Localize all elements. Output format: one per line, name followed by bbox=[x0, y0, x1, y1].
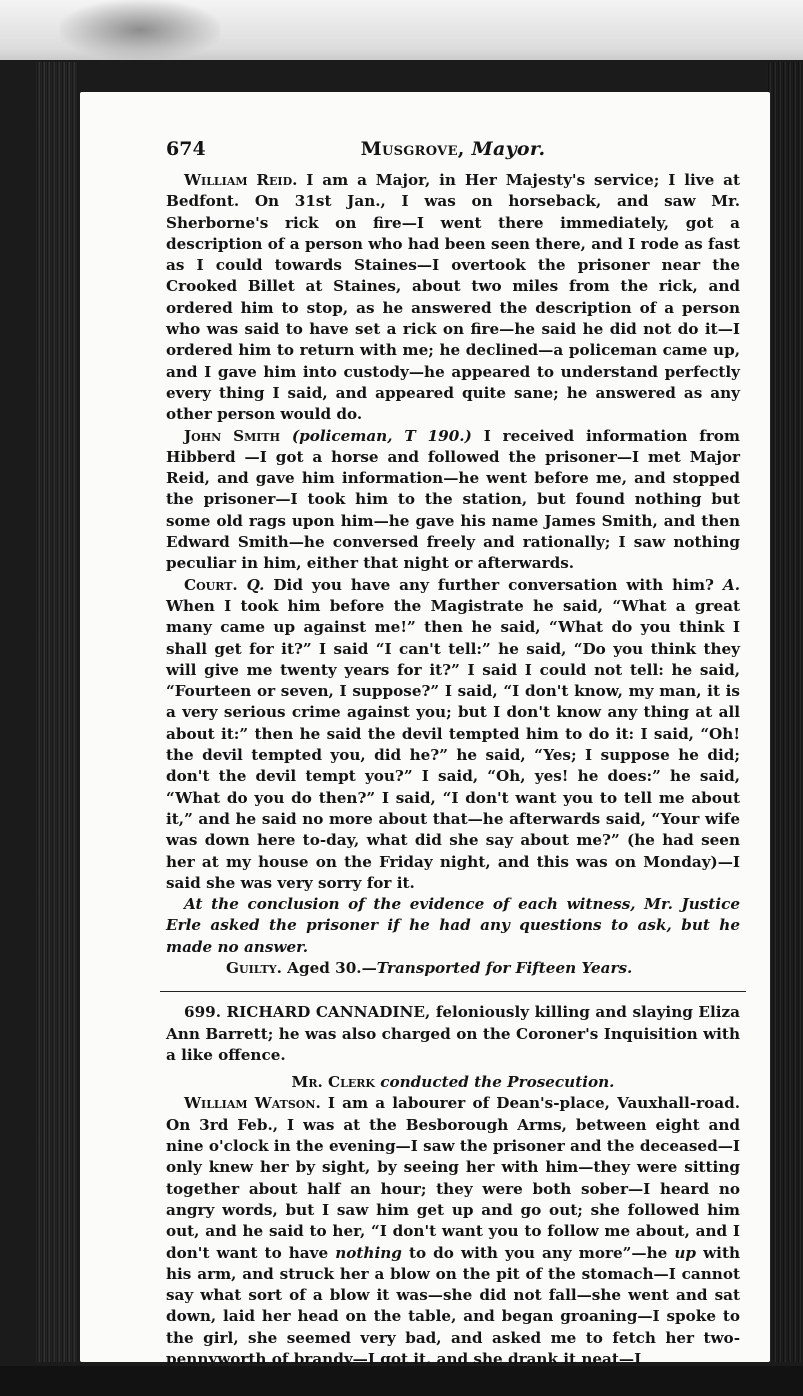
verdict bbox=[166, 958, 740, 979]
verdict-sentence: Transported for Fifteen Years. bbox=[376, 958, 633, 977]
testimony-text-2: to do with you any more”—he bbox=[408, 1243, 668, 1262]
speaker-name: William Reid. bbox=[184, 171, 298, 189]
running-head-name: Musgrove, bbox=[360, 138, 465, 160]
book-bottom-edge bbox=[0, 1366, 803, 1396]
speaker-name: John Smith bbox=[184, 426, 280, 445]
speaker-name: William Watson. bbox=[184, 1094, 321, 1113]
prosecutor-name: Mr. Clerk bbox=[291, 1073, 375, 1092]
testimony-john-smith bbox=[166, 426, 740, 575]
question-text: Did you have any further conversation with him? bbox=[273, 575, 714, 594]
defendant-name: RICHARD CANNADINE, bbox=[226, 1003, 431, 1022]
case-divider bbox=[160, 991, 746, 992]
running-head-title: Mayor. bbox=[471, 138, 546, 160]
running-head bbox=[166, 138, 740, 160]
judge-note bbox=[166, 894, 740, 958]
case-charge bbox=[166, 1002, 740, 1066]
scan-finger-blur bbox=[60, 0, 220, 60]
case-699-heading bbox=[166, 1002, 740, 1093]
answer-text: When I took him before the Magistrate he said, “What a great many came up against me!” then he said, “What do you think I shall get for it?” I said “I can't tell:” he said, “Do you think they will give me twenty years for it?” I said I could not tell: he said, “Fourteen or seven, I suppose?” I said, “I don't know, my man, it is a very serious crime against you; but I don't know any thing at all about it:” then he said the devil tempted him to do it: I said, “Oh! the devil tempted you, did he?” he said, “Yes; I suppose he did; don't the devil tempt you?” I said, “Oh, yes! he does:” he said, “What do you do then?” I said, “I don't want you to tell me about it,” and he said no more about that—he afterwards said, “Your wife was down here to-day, what did she say about me?” (he had seen her at my house on the Friday night, and this was on Monday)—I said she was very sorry for it. bbox=[166, 596, 740, 892]
testimony-italic-2: up bbox=[674, 1243, 697, 1262]
testimony-text-1: I am a labourer of Dean's-place, Vauxhall-road. On 3rd Feb., I was at the Besborough Arms, between eight and nine o'clock in the evening—I saw the prisoner and the deceased—I only knew her by sight, by seeing her with him—they were sitting together about half an hour; they were both sober—I heard no angry words, but I saw him get up and go out; she followed him out, and he said to her, “I don't want you to follow me about, and I don't want to have bbox=[166, 1094, 741, 1262]
question-marker: Q. bbox=[246, 575, 265, 594]
verdict-age: Aged 30.— bbox=[287, 958, 377, 977]
testimony-court bbox=[166, 575, 740, 894]
book-page-edges-left bbox=[36, 62, 78, 1362]
body-text bbox=[166, 170, 740, 1370]
speaker-name: Court. bbox=[184, 575, 238, 594]
speaker-role: (policeman, T 190.) bbox=[291, 426, 472, 445]
book-page bbox=[80, 92, 770, 1369]
verdict-label: Guilty. bbox=[226, 958, 282, 977]
testimony-william-reid bbox=[166, 170, 740, 426]
book-page-edges-right bbox=[767, 62, 803, 1362]
testimony-text: I received information from Hibberd —I got a horse and followed the prisoner—I met Major Reid, and gave him information—he went before me, and stopped the prisoner—I took him to the station, but found nothing but some old rags upon him—he gave his name James Smith, and then Edward Smith—he conversed freely and rationally; I saw nothing peculiar in him, either that night or afterwards. bbox=[166, 426, 741, 573]
case-number: 699. bbox=[184, 1003, 221, 1022]
page-number: 674 bbox=[166, 138, 206, 160]
testimony-text: I am a Major, in Her Majesty's service; I live at Bedfont. On 31st Jan., I was on horseback, and saw Mr. Sherborne's rick on fire—I went there immediately, got a description of a person who had been seen there, and I rode as fast as I could towards Staines—I overtook the prisoner near the Crooked Billet at Staines, about two miles from the rick, and ordered him to stop, as he answered the description of a person who was said to have set a rick on fire—he said he did not do it—I ordered him to return with me; he declined—a policeman came up, and I gave him into custody—he appeared to understand perfectly every thing I said, and appeared quite sane; he answered as any other person would do. bbox=[166, 171, 740, 424]
prosecution-text: conducted the Prosecution. bbox=[380, 1073, 615, 1092]
testimony-italic-1: nothing bbox=[335, 1243, 402, 1262]
judge-note-text: At the conclusion of the evidence of each witness, Mr. Justice Erle asked the prisoner if he had any questions to ask, but he made no answer. bbox=[166, 895, 740, 956]
testimony-william-watson bbox=[166, 1093, 740, 1370]
page-header bbox=[166, 138, 740, 170]
testimony-text-3: with his arm, and struck her a blow on the pit of the stomach—I cannot say what sort of a blow it was—she did not fall—she went and sat down, laid her head on the table, and began groaning—I spoke to the girl, she seemed very bad, and asked me to fetch her two-pennyworth of brandy—I got it, and she drank it neat—I bbox=[166, 1243, 741, 1369]
answer-marker: A. bbox=[722, 575, 741, 594]
prosecution-line bbox=[166, 1072, 740, 1093]
page-content bbox=[166, 138, 740, 1370]
charge-text: feloniously killing and slaying Eliza Ann Barrett; he was also charged on the Coroner's Inquisition with a like offence. bbox=[166, 1003, 740, 1064]
